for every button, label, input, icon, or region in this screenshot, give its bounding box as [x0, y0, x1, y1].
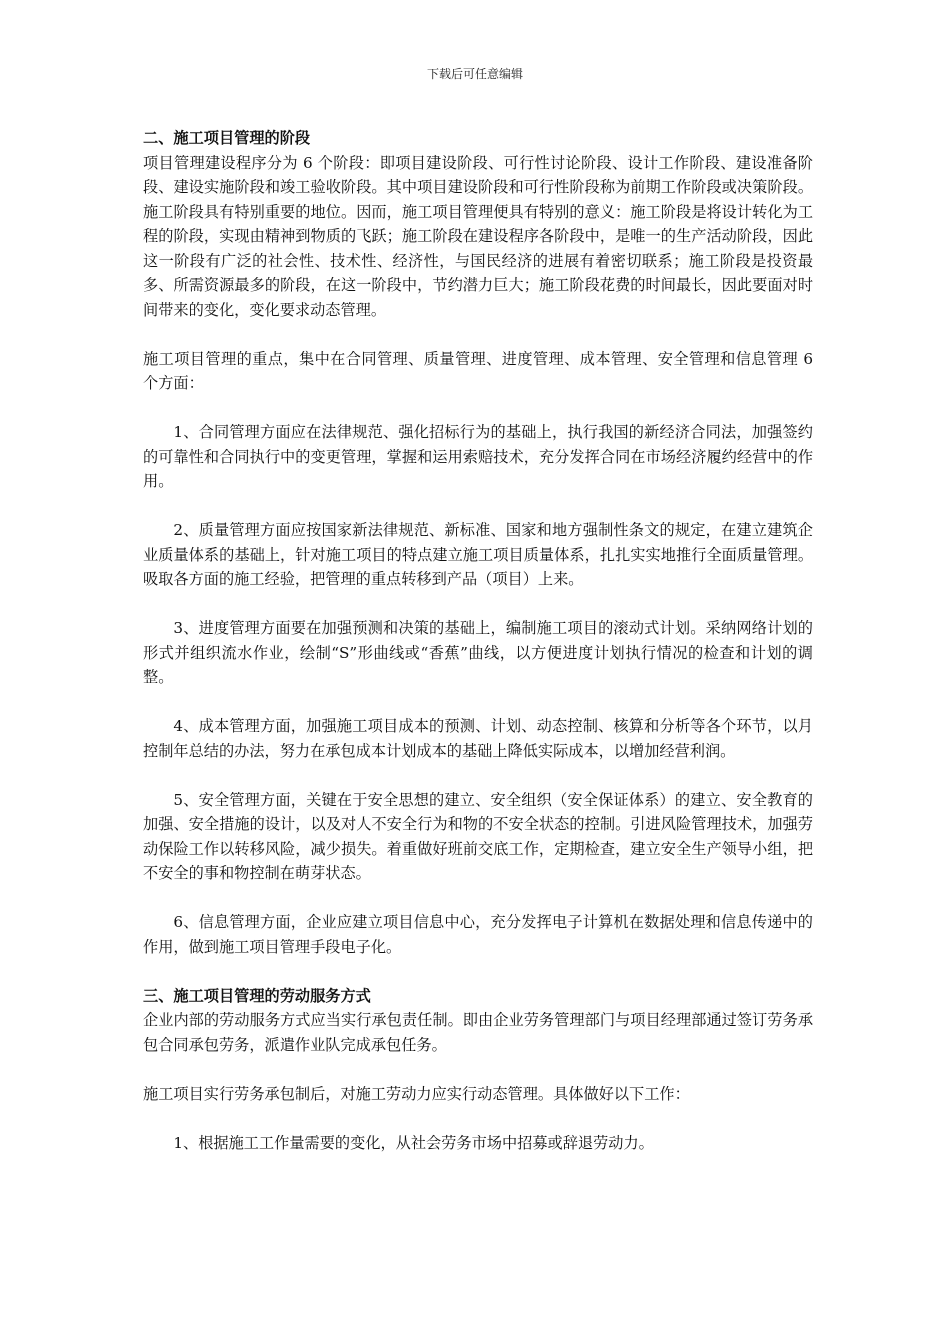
- section-2-item-5: 5、安全管理方面，关键在于安全思想的建立、安全组织（安全保证体系）的建立、安全教育的加强、安全措施的设计，以及对人不安全行为和物的不安全状态的控制。引进风险管理技术，加强劳动保险工作以转移风险，减少损失。着重做好班前交底工作，定期检查，建立安全生产领导小组，把不安全的事和物控制在萌芽状态。: [143, 790, 813, 882]
- section-3-item-1: 1、根据施工工作量需要的变化，从社会劳务市场中招募或辞退劳动力。: [173, 1133, 654, 1152]
- section-2-heading: 二、施工项目管理的阶段: [143, 129, 311, 147]
- document-body: [143, 126, 813, 1155]
- section-2-item-1: 1、合同管理方面应在法律规范、强化招标行为的基础上，执行我国的新经济合同法，加强签约的可靠性和合同执行中的变更管理，掌握和运用索赔技术，充分发挥合同在市场经济履约经营中的作用。: [143, 423, 813, 490]
- page-header-note: 下载后可任意编辑: [426, 67, 523, 81]
- section-2-intro-paragraph: 项目管理建设程序分为 6 个阶段：即项目建设阶段、可行性讨论阶段、设计工作阶段、建设准备阶段、建设实施阶段和竣工验收阶段。其中项目建设阶段和可行性阶段称为前期工作阶段或决策阶段。施工阶段具有特别重要的地位。因而，施工项目管理便具有特别的意义：施工阶段是将设计转化为工程的阶段，实现由精神到物质的飞跃；施工阶段在建设程序各阶段中，是唯一的生产活动阶段，因此这一阶段有广泛的社会性、技术性、经济性，与国民经济的进展有着密切联系；施工阶段是投资最多、所需资源最多的阶段，在这一阶段中，节约潜力巨大；施工阶段花费的时间最长，因此要面对时间带来的变化，变化要求动态管理。: [143, 153, 813, 319]
- spacer: [143, 1057, 813, 1082]
- spacer: [143, 1106, 813, 1131]
- section-2-item-4: 4、成本管理方面，加强施工项目成本的预测、计划、动态控制、核算和分析等各个环节，以月控制年总结的办法，努力在承包成本计划成本的基础上降低实际成本，以增加经营利润。: [143, 717, 813, 760]
- section-2-item-6: 6、信息管理方面，企业应建立项目信息中心，充分发挥电子计算机在数据处理和信息传递中的作用，做到施工项目管理手段电子化。: [143, 913, 813, 956]
- spacer: [143, 959, 813, 984]
- spacer: [143, 763, 813, 788]
- spacer: [143, 396, 813, 421]
- section-3-intro-paragraph: 企业内部的劳动服务方式应当实行承包责任制。即由企业劳务管理部门与项目经理部通过签订劳务承包合同承包劳务，派遣作业队完成承包任务。: [143, 1011, 813, 1054]
- spacer: [143, 690, 813, 715]
- section-2-focus-paragraph: 施工项目管理的重点，集中在合同管理、质量管理、进度管理、成本管理、安全管理和信息管理 6 个方面：: [143, 349, 813, 392]
- spacer: [143, 494, 813, 519]
- spacer: [143, 886, 813, 911]
- spacer: [143, 592, 813, 617]
- section-2-item-3: 3、进度管理方面要在加强预测和决策的基础上，编制施工项目的滚动式计划。采纳网络计划的形式并组织流水作业，绘制“S”形曲线或“香蕉”曲线，以方便进度计划执行情况的检查和计划的调整。: [143, 619, 813, 686]
- section-3-heading: 三、施工项目管理的劳动服务方式: [143, 986, 371, 1005]
- section-2-item-2: 2、质量管理方面应按国家新法律规范、新标准、国家和地方强制性条文的规定，在建立建筑企业质量体系的基础上，针对施工项目的特点建立施工项目质量体系，扎扎实实地推行全面质量管理。吸取各方面的施工经验，把管理的重点转移到产品（项目）上来。: [143, 521, 813, 588]
- section-3-lead-paragraph: 施工项目实行劳务承包制后，对施工劳动力应实行动态管理。具体做好以下工作：: [143, 1084, 690, 1103]
- spacer: [143, 322, 813, 347]
